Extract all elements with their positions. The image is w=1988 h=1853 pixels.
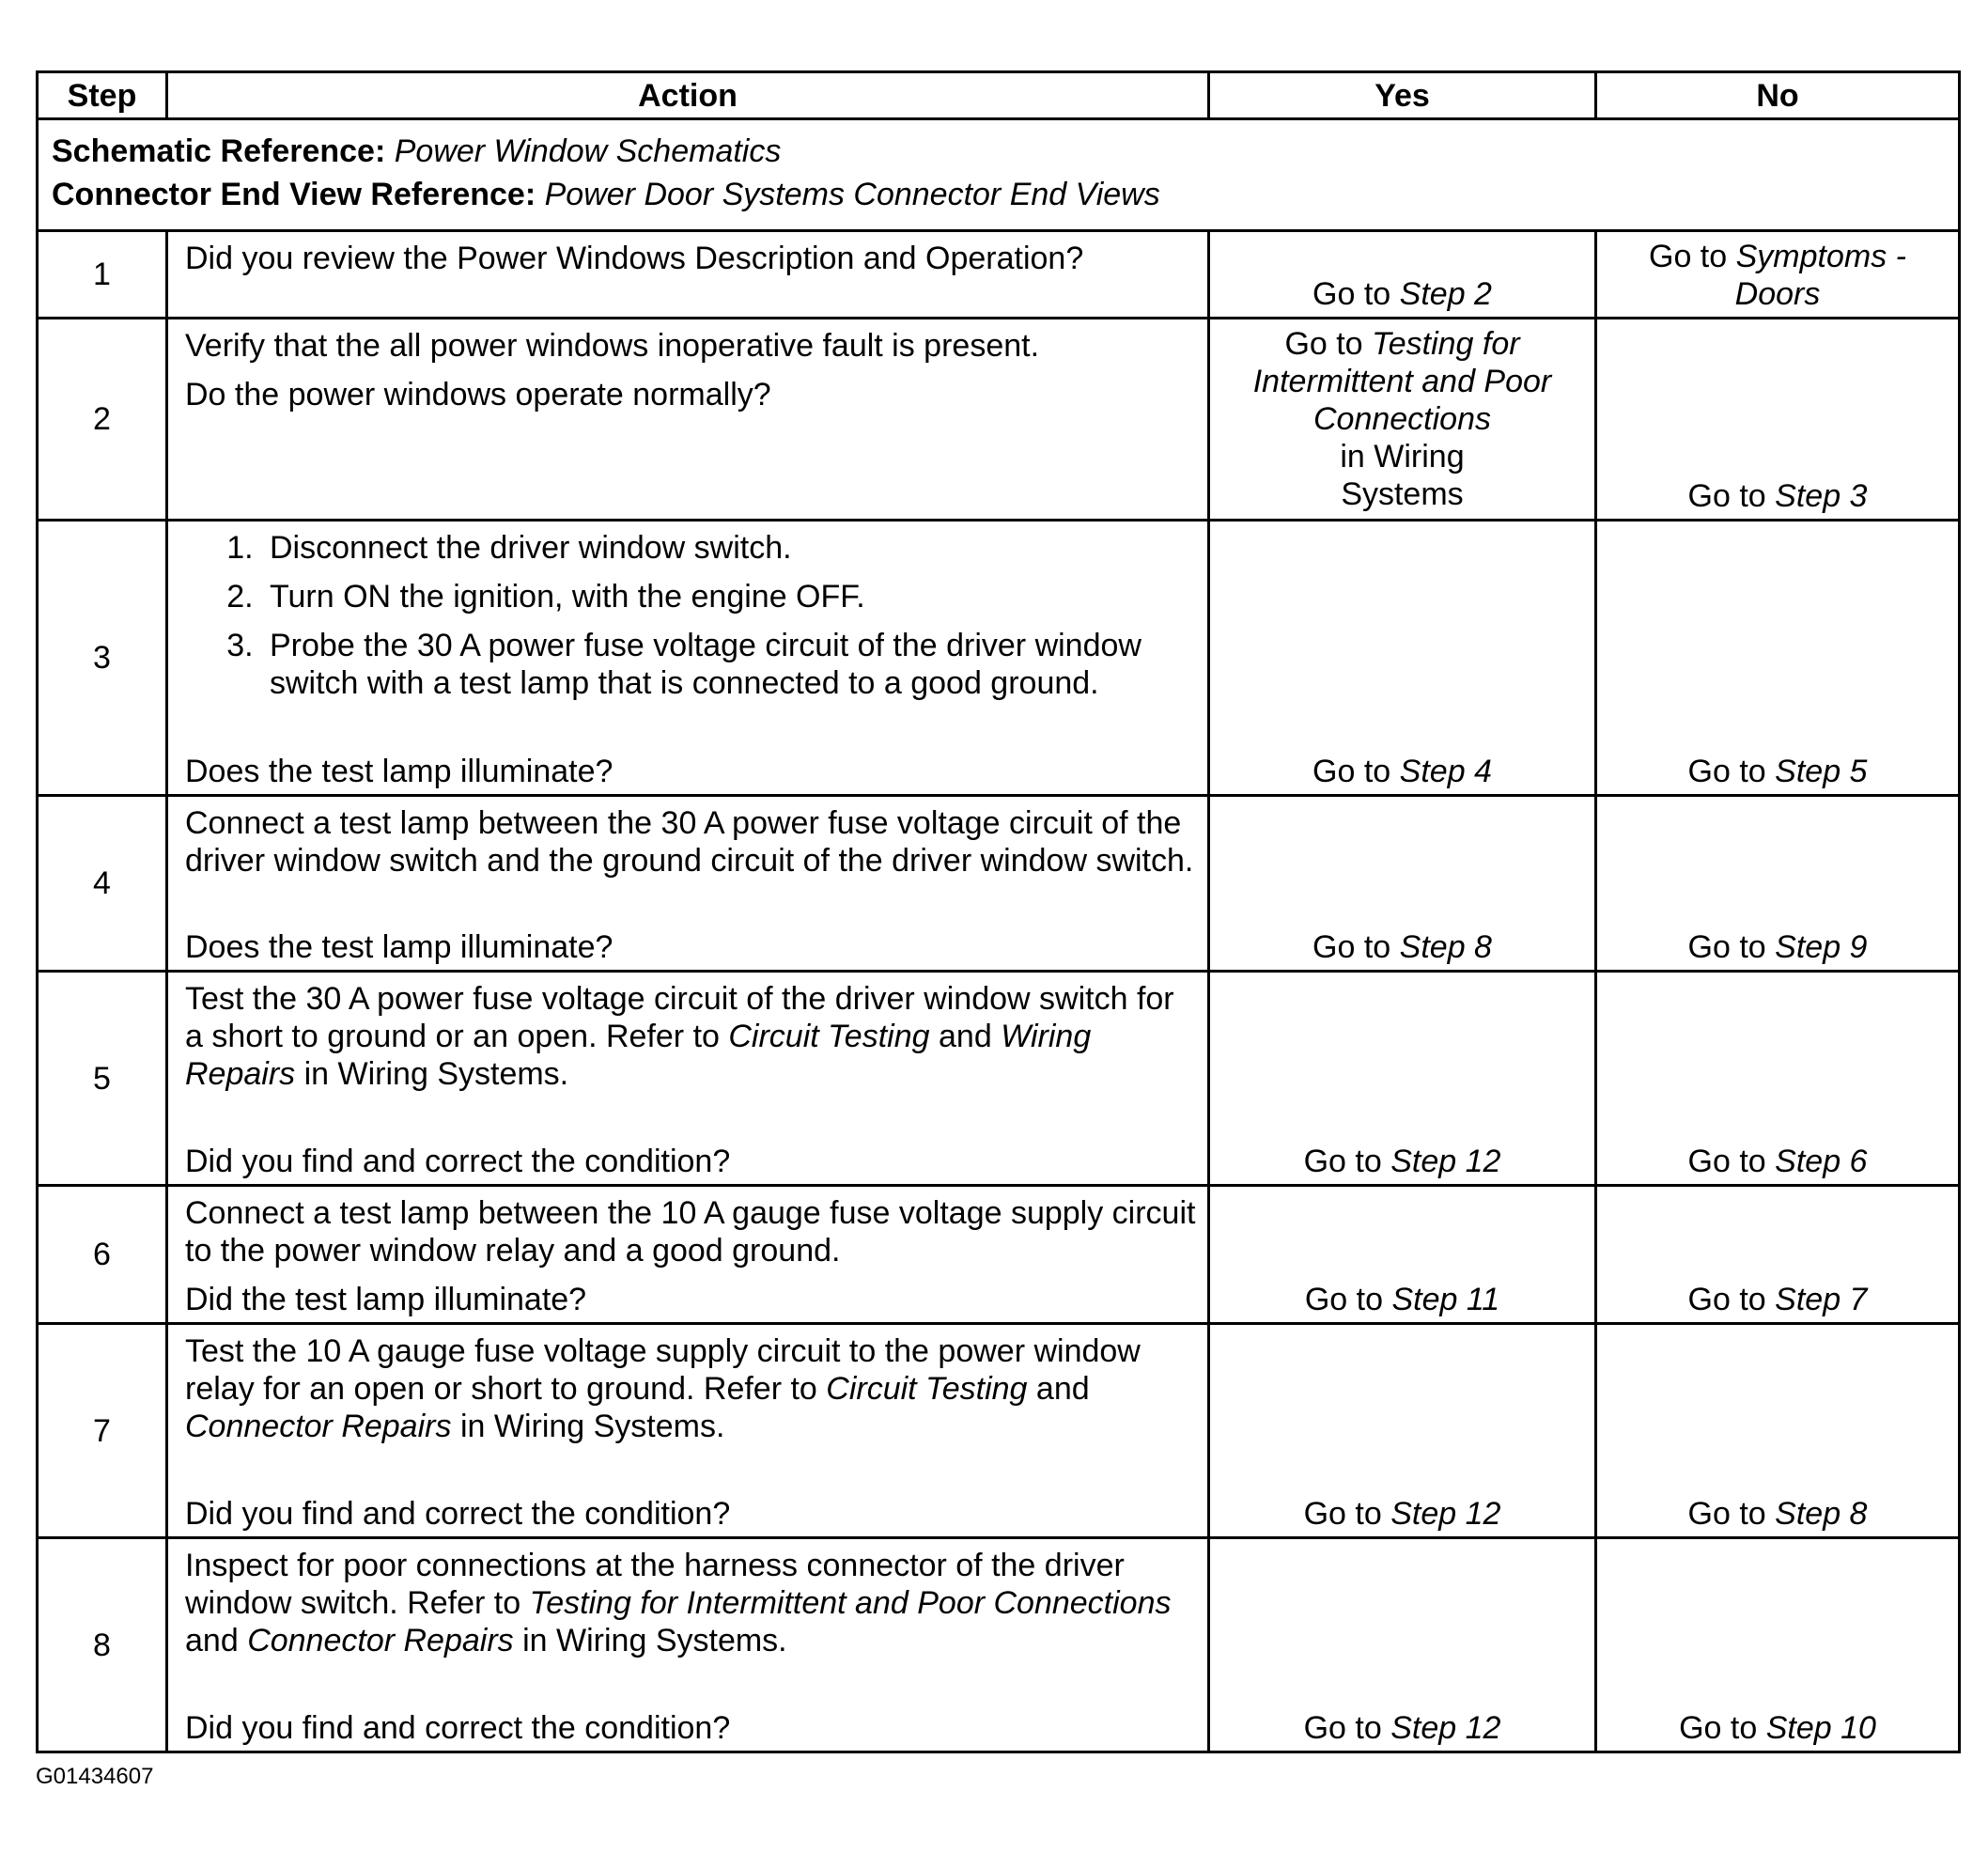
step-number: 3 xyxy=(38,521,167,796)
no-prefix: Go to xyxy=(1679,1710,1758,1746)
yes-answer xyxy=(1214,753,1591,790)
action-text-part: in Wiring Systems. xyxy=(303,1056,569,1092)
schematic-reference-link[interactable]: Power Window Schematics xyxy=(394,133,782,169)
action-question: Did you find and correct the condition? xyxy=(185,1144,731,1179)
table-header-row xyxy=(38,72,1960,119)
step-action xyxy=(167,231,1209,319)
header-action: Action xyxy=(167,72,1209,119)
no-cell xyxy=(1596,796,1960,972)
no-link[interactable]: Step 6 xyxy=(1775,1144,1868,1179)
action-question: Does the test lamp illuminate? xyxy=(185,929,613,965)
no-prefix: Go to xyxy=(1687,754,1766,789)
step-action xyxy=(167,521,1209,796)
yes-prefix: Go to xyxy=(1303,1710,1382,1746)
table-row xyxy=(38,972,1960,1186)
step-number: 7 xyxy=(38,1324,167,1538)
action-link[interactable]: Circuit Testing xyxy=(826,1371,1028,1407)
yes-link[interactable]: Step 12 xyxy=(1390,1496,1501,1532)
diagnostic-table-container xyxy=(36,70,1958,1753)
yes-cell xyxy=(1209,231,1596,319)
action-link[interactable]: Circuit Testing xyxy=(728,1019,930,1054)
table-row xyxy=(38,521,1960,796)
yes-cell xyxy=(1209,796,1596,972)
no-cell xyxy=(1596,521,1960,796)
action-link[interactable]: Connector Repairs xyxy=(185,1409,452,1444)
step-number: 1 xyxy=(38,231,167,319)
action-link[interactable]: Connector Repairs xyxy=(247,1623,514,1658)
no-link[interactable]: Step 9 xyxy=(1775,929,1868,965)
action-text-part: Test the 10 A gauge fuse voltage supply circuit to the power window relay for an open or short to ground. Refer to xyxy=(185,1333,1141,1407)
no-link[interactable]: Step 8 xyxy=(1775,1496,1868,1532)
action-text-part: Inspect for poor connections at the harness connector of the driver window switch. Refer to xyxy=(185,1548,1125,1621)
yes-cell xyxy=(1209,521,1596,796)
connector-reference-label: Connector End View Reference: xyxy=(52,177,536,212)
no-prefix: Go to xyxy=(1649,239,1728,274)
substep-item: 1. Disconnect the driver window switch. xyxy=(262,529,1198,567)
action-question: Do the power windows operate normally? xyxy=(185,377,771,413)
table-row xyxy=(38,1324,1960,1538)
yes-link[interactable]: Step 4 xyxy=(1399,754,1492,789)
reference-cell xyxy=(38,119,1960,231)
no-answer xyxy=(1601,1709,1954,1747)
yes-link[interactable]: Step 2 xyxy=(1399,276,1492,312)
yes-prefix: Go to xyxy=(1312,929,1391,965)
no-cell xyxy=(1596,231,1960,319)
action-text: Connect a test lamp between the 10 A gauge fuse voltage supply circuit to the power window relay and a good ground. xyxy=(185,1195,1196,1269)
substep-item: 3. Probe the 30 A power fuse voltage circuit of the driver window switch with a test lamp that is connected to a good ground. xyxy=(262,627,1198,702)
yes-link[interactable]: Step 11 xyxy=(1391,1282,1500,1317)
header-yes: Yes xyxy=(1209,72,1596,119)
yes-cell xyxy=(1209,1186,1596,1324)
step-number: 6 xyxy=(38,1186,167,1324)
substep-item: 2. Turn ON the ignition, with the engine OFF. xyxy=(262,578,1198,615)
figure-id: G01434607 xyxy=(36,1764,154,1789)
no-answer xyxy=(1601,1281,1954,1318)
action-text xyxy=(185,1547,1198,1659)
action-question: Did you find and correct the condition? xyxy=(185,1496,731,1532)
step-action xyxy=(167,1538,1209,1752)
action-question: Does the test lamp illuminate? xyxy=(185,754,613,789)
yes-answer xyxy=(1214,325,1591,513)
step-number: 4 xyxy=(38,796,167,972)
action-link[interactable]: Testing for Intermittent and Poor Connections xyxy=(529,1585,1172,1621)
yes-answer xyxy=(1214,928,1591,966)
yes-prefix: Go to xyxy=(1284,326,1363,362)
substep-list xyxy=(185,529,1198,702)
diagnostic-table xyxy=(36,70,1961,1753)
step-number: 8 xyxy=(38,1538,167,1752)
action-text: Verify that the all power windows inoperative fault is present. xyxy=(185,328,1040,364)
action-text-part: Test the 30 A power fuse voltage circuit of the driver window switch for a short to ground or an open. Refer to xyxy=(185,981,1174,1054)
yes-answer xyxy=(1214,275,1591,313)
no-cell xyxy=(1596,1186,1960,1324)
action-text xyxy=(185,980,1198,1093)
no-prefix: Go to xyxy=(1687,1282,1766,1317)
no-link[interactable]: Symptoms - Doors xyxy=(1734,239,1906,312)
header-step: Step xyxy=(38,72,167,119)
table-row xyxy=(38,1186,1960,1324)
connector-reference xyxy=(52,169,1945,220)
yes-answer xyxy=(1214,1281,1591,1318)
yes-cell xyxy=(1209,1538,1596,1752)
schematic-reference-label: Schematic Reference: xyxy=(52,133,386,169)
yes-prefix: Go to xyxy=(1303,1496,1382,1532)
no-link[interactable]: Step 5 xyxy=(1775,754,1868,789)
action-text-part: in Wiring Systems. xyxy=(459,1409,725,1444)
yes-answer xyxy=(1214,1495,1591,1533)
action-text: Connect a test lamp between the 30 A power fuse voltage circuit of the driver window switch and the ground circuit of the driver window switch. xyxy=(185,805,1194,879)
no-link[interactable]: Step 7 xyxy=(1775,1282,1868,1317)
yes-prefix: Go to xyxy=(1312,276,1391,312)
no-prefix: Go to xyxy=(1687,1144,1766,1179)
step-action xyxy=(167,796,1209,972)
action-text xyxy=(185,1332,1198,1445)
step-action xyxy=(167,1186,1209,1324)
no-cell xyxy=(1596,1324,1960,1538)
yes-cell xyxy=(1209,972,1596,1186)
yes-answer xyxy=(1214,1709,1591,1747)
yes-answer xyxy=(1214,1143,1591,1180)
no-answer xyxy=(1601,753,1954,790)
yes-cell xyxy=(1209,1324,1596,1538)
table-row xyxy=(38,1538,1960,1752)
table-row xyxy=(38,231,1960,319)
action-text-part: and xyxy=(939,1019,992,1054)
no-answer xyxy=(1601,1143,1954,1180)
action-text-part: in Wiring Systems. xyxy=(522,1623,787,1658)
step-number: 2 xyxy=(38,319,167,521)
step-action xyxy=(167,972,1209,1186)
connector-reference-link[interactable]: Power Door Systems Connector End Views xyxy=(544,177,1160,212)
yes-cell xyxy=(1209,319,1596,521)
reference-row xyxy=(38,119,1960,231)
no-link[interactable]: Step 3 xyxy=(1775,478,1868,514)
no-cell xyxy=(1596,319,1960,521)
action-question: Did the test lamp illuminate? xyxy=(185,1282,587,1317)
yes-link[interactable]: Testing for Intermittent and Poor Connections xyxy=(1252,326,1552,437)
no-prefix: Go to xyxy=(1687,929,1766,965)
no-answer xyxy=(1601,238,1954,313)
action-link[interactable]: Wiring Repairs xyxy=(185,1019,1092,1092)
no-answer xyxy=(1601,1495,1954,1533)
action-text: Did you review the Power Windows Description and Operation? xyxy=(185,241,1084,276)
yes-link[interactable]: Step 8 xyxy=(1399,929,1492,965)
step-number: 5 xyxy=(38,972,167,1186)
no-prefix: Go to xyxy=(1687,478,1766,514)
yes-suffix: in Wiring Systems xyxy=(1340,439,1465,512)
step-action xyxy=(167,319,1209,521)
no-cell xyxy=(1596,1538,1960,1752)
action-text-part: and xyxy=(1035,1371,1090,1407)
step-action xyxy=(167,1324,1209,1538)
yes-link[interactable]: Step 12 xyxy=(1390,1710,1501,1746)
no-prefix: Go to xyxy=(1687,1496,1766,1532)
no-answer xyxy=(1601,477,1954,515)
no-cell xyxy=(1596,972,1960,1186)
action-question: Did you find and correct the condition? xyxy=(185,1710,731,1746)
table-row xyxy=(38,796,1960,972)
yes-link[interactable]: Step 12 xyxy=(1390,1144,1501,1179)
no-answer xyxy=(1601,928,1954,966)
yes-prefix: Go to xyxy=(1303,1144,1382,1179)
header-no: No xyxy=(1596,72,1960,119)
action-text-part: and xyxy=(185,1623,239,1658)
yes-prefix: Go to xyxy=(1312,754,1391,789)
yes-prefix: Go to xyxy=(1304,1282,1384,1317)
table-row xyxy=(38,319,1960,521)
no-link[interactable]: Step 10 xyxy=(1765,1710,1876,1746)
